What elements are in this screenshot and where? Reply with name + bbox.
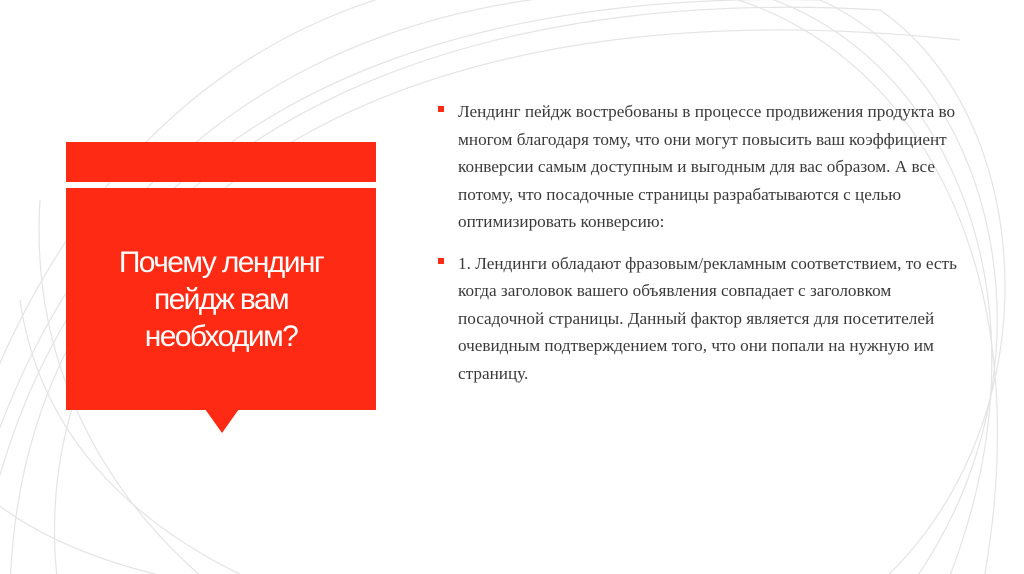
title-pointer-triangle: [205, 409, 239, 433]
bullet-text: 1. Лендинги обладают фразовым/рекламным соответствием, то есть когда заголовок вашего объявления совпадает с заголовком посадочной страницы. Данный фактор является для посетителей очевидным подтверждением того, что они попали на нужную им страницу.: [458, 253, 957, 383]
title-accent-bar: [66, 142, 376, 182]
bullet-text: Лендинг пейдж востребованы в процессе продвижения продукта во многом благодаря тому, что они могут повысить ваш коэффициент конверсии самым доступным и выгодным для вас образом. А все потому, что посадочные страницы разрабатываются с целью оптимизировать конверсию:: [458, 102, 956, 231]
title-box: [66, 188, 376, 410]
bullet-square-icon: [438, 258, 444, 264]
list-item: [438, 250, 958, 388]
bullet-square-icon: [438, 106, 444, 112]
bullet-list: [438, 98, 958, 401]
list-item: [438, 98, 958, 236]
slide-title: Почему лендинг пейдж вам необходим?: [118, 245, 324, 353]
